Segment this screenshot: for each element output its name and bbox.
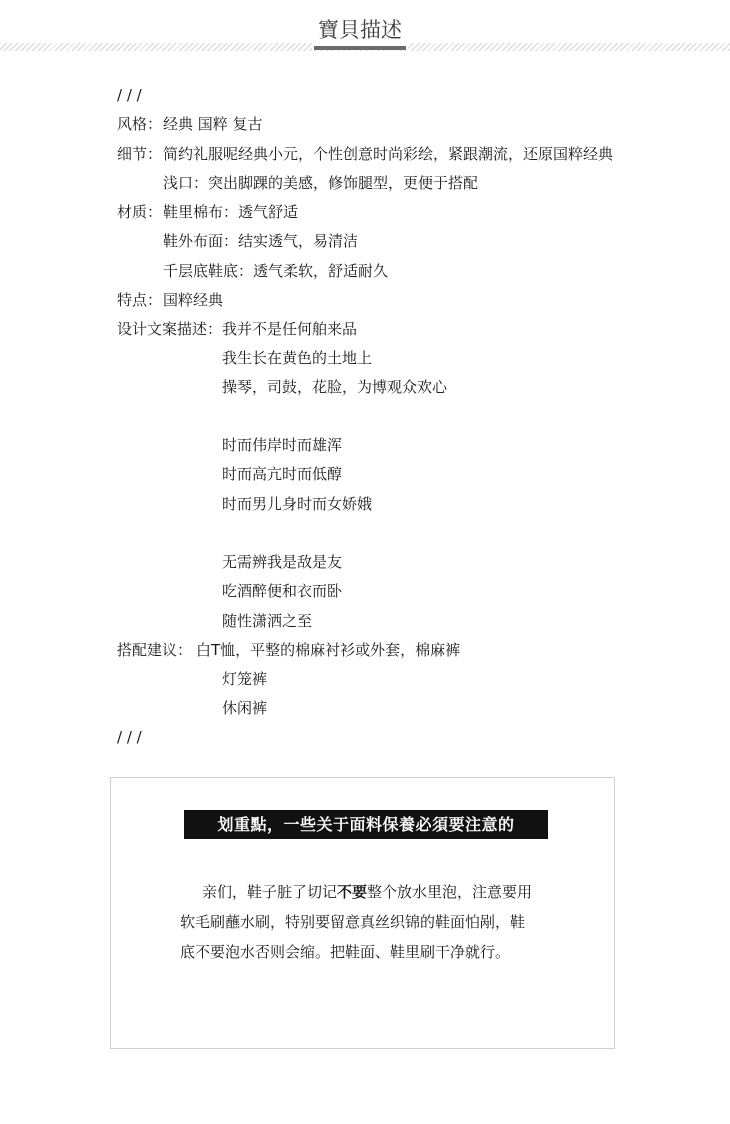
care-text-part: 亲们，鞋子脏了切记	[202, 883, 338, 901]
care-notice-text	[180, 877, 580, 967]
design-line: 我生长在黄色的土地上	[222, 349, 373, 367]
page-title: 寶貝描述	[312, 14, 408, 50]
care-notice-title: 划重點，一些关于面料保養必須要注意的	[184, 810, 548, 839]
design-line: 操琴，司鼓，花脸，为博观众欢心	[222, 378, 448, 396]
design-line: 时而男儿身时而女娇娥	[222, 495, 373, 513]
design-line: 我并不是任何舶来品	[222, 320, 358, 338]
match-line: 白T恤，平整的棉麻衬衫或外套，棉麻裤	[196, 641, 461, 659]
design-line: 无需辨我是敌是友	[222, 553, 343, 571]
match-line: 休闲裤	[222, 699, 268, 717]
detail-value: 浅口：突出脚踝的美感，修饰腿型，更便于搭配	[163, 174, 479, 192]
material-value: 千层底鞋底：透气柔软，舒适耐久	[163, 262, 389, 280]
care-notice-line: 软毛刷蘸水刷，特别要留意真丝织锦的鞋面怕剐，鞋	[180, 913, 526, 931]
divider-bottom: / / /	[117, 728, 142, 746]
match-line: 灯笼裤	[222, 670, 268, 688]
design-line: 时而高亢时而低醇	[222, 465, 343, 483]
design-line: 吃酒醉便和衣而卧	[222, 582, 343, 600]
design-line: 时而伟岸时而雄浑	[222, 436, 343, 454]
material-label: 材质：	[117, 203, 163, 221]
care-notice-line: 底不要泡水否则会缩。把鞋面、鞋里刷干净就行。	[180, 943, 511, 961]
care-notice-line	[180, 877, 580, 907]
detail-value: 简约礼服呢经典小元，个性创意时尚彩绘，紧跟潮流，还原国粹经典	[163, 145, 614, 163]
material-value: 鞋外布面：结实透气，易清洁	[163, 232, 359, 250]
material-value: 鞋里棉布：透气舒适	[163, 203, 299, 221]
design-label: 设计文案描述：	[117, 320, 223, 338]
care-text-part: 整个放水里泡，注意要用	[367, 883, 533, 901]
care-text-emphasis: 不要	[337, 883, 368, 901]
design-line: 随性潇洒之至	[222, 612, 313, 630]
match-label: 搭配建议：	[117, 641, 193, 659]
detail-label: 细节：	[117, 145, 163, 163]
divider-top: / / /	[117, 86, 142, 104]
feature-value: 国粹经典	[163, 291, 224, 309]
feature-label: 特点：	[117, 291, 163, 309]
style-label: 风格：	[117, 115, 163, 133]
style-value: 经典 国粹 复古	[163, 115, 263, 133]
